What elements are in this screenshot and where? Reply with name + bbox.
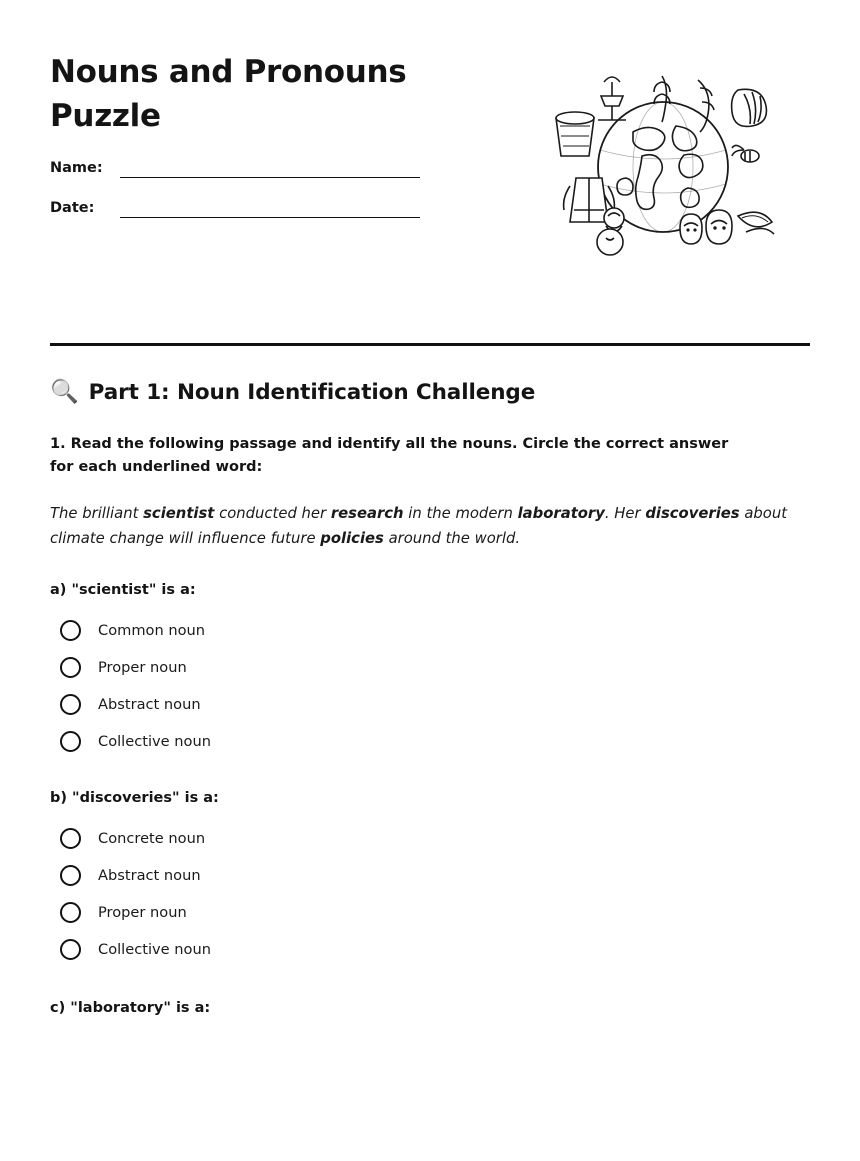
date-input[interactable] bbox=[120, 200, 420, 218]
passage-fragment: around the world. bbox=[383, 529, 521, 547]
radio-bubble[interactable] bbox=[60, 828, 81, 849]
name-input[interactable] bbox=[120, 160, 420, 178]
part1-heading bbox=[50, 380, 810, 405]
passage-noun: policies bbox=[320, 529, 384, 547]
passage-fragment: The brilliant bbox=[50, 504, 144, 522]
radio-bubble[interactable] bbox=[60, 939, 81, 960]
document-header bbox=[50, 40, 810, 275]
question-b-label: b) "discoveries" is a: bbox=[50, 789, 219, 806]
option-label: Concrete noun bbox=[98, 829, 206, 847]
passage-fragment: . Her bbox=[604, 504, 646, 522]
radio-bubble[interactable] bbox=[60, 731, 81, 752]
header-text-block bbox=[50, 40, 530, 240]
option-label: Collective noun bbox=[98, 732, 211, 750]
radio-bubble[interactable] bbox=[60, 657, 81, 678]
passage-fragment: about climate change will influence future bbox=[50, 504, 788, 547]
question-a-label: a) "scientist" is a: bbox=[50, 581, 196, 598]
question-c-label: c) "laboratory" is a: bbox=[50, 999, 211, 1016]
option-row[interactable] bbox=[50, 865, 810, 886]
radio-bubble[interactable] bbox=[60, 694, 81, 715]
option-label: Abstract noun bbox=[98, 866, 201, 884]
passage-noun: scientist bbox=[143, 504, 215, 522]
question-a-options bbox=[50, 620, 810, 752]
passage-fragment: conducted her bbox=[214, 504, 331, 522]
date-field-label: Date: bbox=[50, 200, 95, 217]
globe-with-world-cultures-illustration bbox=[538, 60, 788, 275]
option-row[interactable] bbox=[50, 902, 810, 923]
option-label: Proper noun bbox=[98, 658, 187, 676]
option-row[interactable] bbox=[50, 620, 810, 641]
passage-fragment: in the modern bbox=[403, 504, 518, 522]
option-row[interactable] bbox=[50, 694, 810, 715]
name-field-row bbox=[50, 160, 530, 178]
radio-bubble[interactable] bbox=[60, 620, 81, 641]
passage-text bbox=[50, 502, 792, 552]
option-label: Proper noun bbox=[98, 903, 187, 921]
radio-bubble[interactable] bbox=[60, 902, 81, 923]
question-b-options bbox=[50, 828, 810, 960]
passage-noun: laboratory bbox=[517, 504, 605, 522]
option-row[interactable] bbox=[50, 731, 810, 752]
magnifying-glass-icon: 🔍 bbox=[50, 379, 79, 405]
option-label: Collective noun bbox=[98, 940, 211, 958]
radio-bubble[interactable] bbox=[60, 865, 81, 886]
passage-noun: discoveries bbox=[645, 504, 740, 522]
name-field-label: Name: bbox=[50, 160, 103, 177]
page-title: Nouns and Pronouns Puzzle bbox=[50, 54, 407, 135]
option-label: Common noun bbox=[98, 621, 206, 639]
date-field-row bbox=[50, 200, 530, 218]
section-divider bbox=[50, 343, 810, 346]
passage-noun: research bbox=[330, 504, 404, 522]
part1-title: Part 1: Noun Identification Challenge bbox=[88, 380, 536, 405]
option-row[interactable] bbox=[50, 939, 810, 960]
option-row[interactable] bbox=[50, 657, 810, 678]
option-label: Abstract noun bbox=[98, 695, 201, 713]
option-row[interactable] bbox=[50, 828, 810, 849]
part1-instruction: 1. Read the following passage and identify all the nouns. Circle the correct answer for each underlined word: bbox=[50, 436, 729, 476]
